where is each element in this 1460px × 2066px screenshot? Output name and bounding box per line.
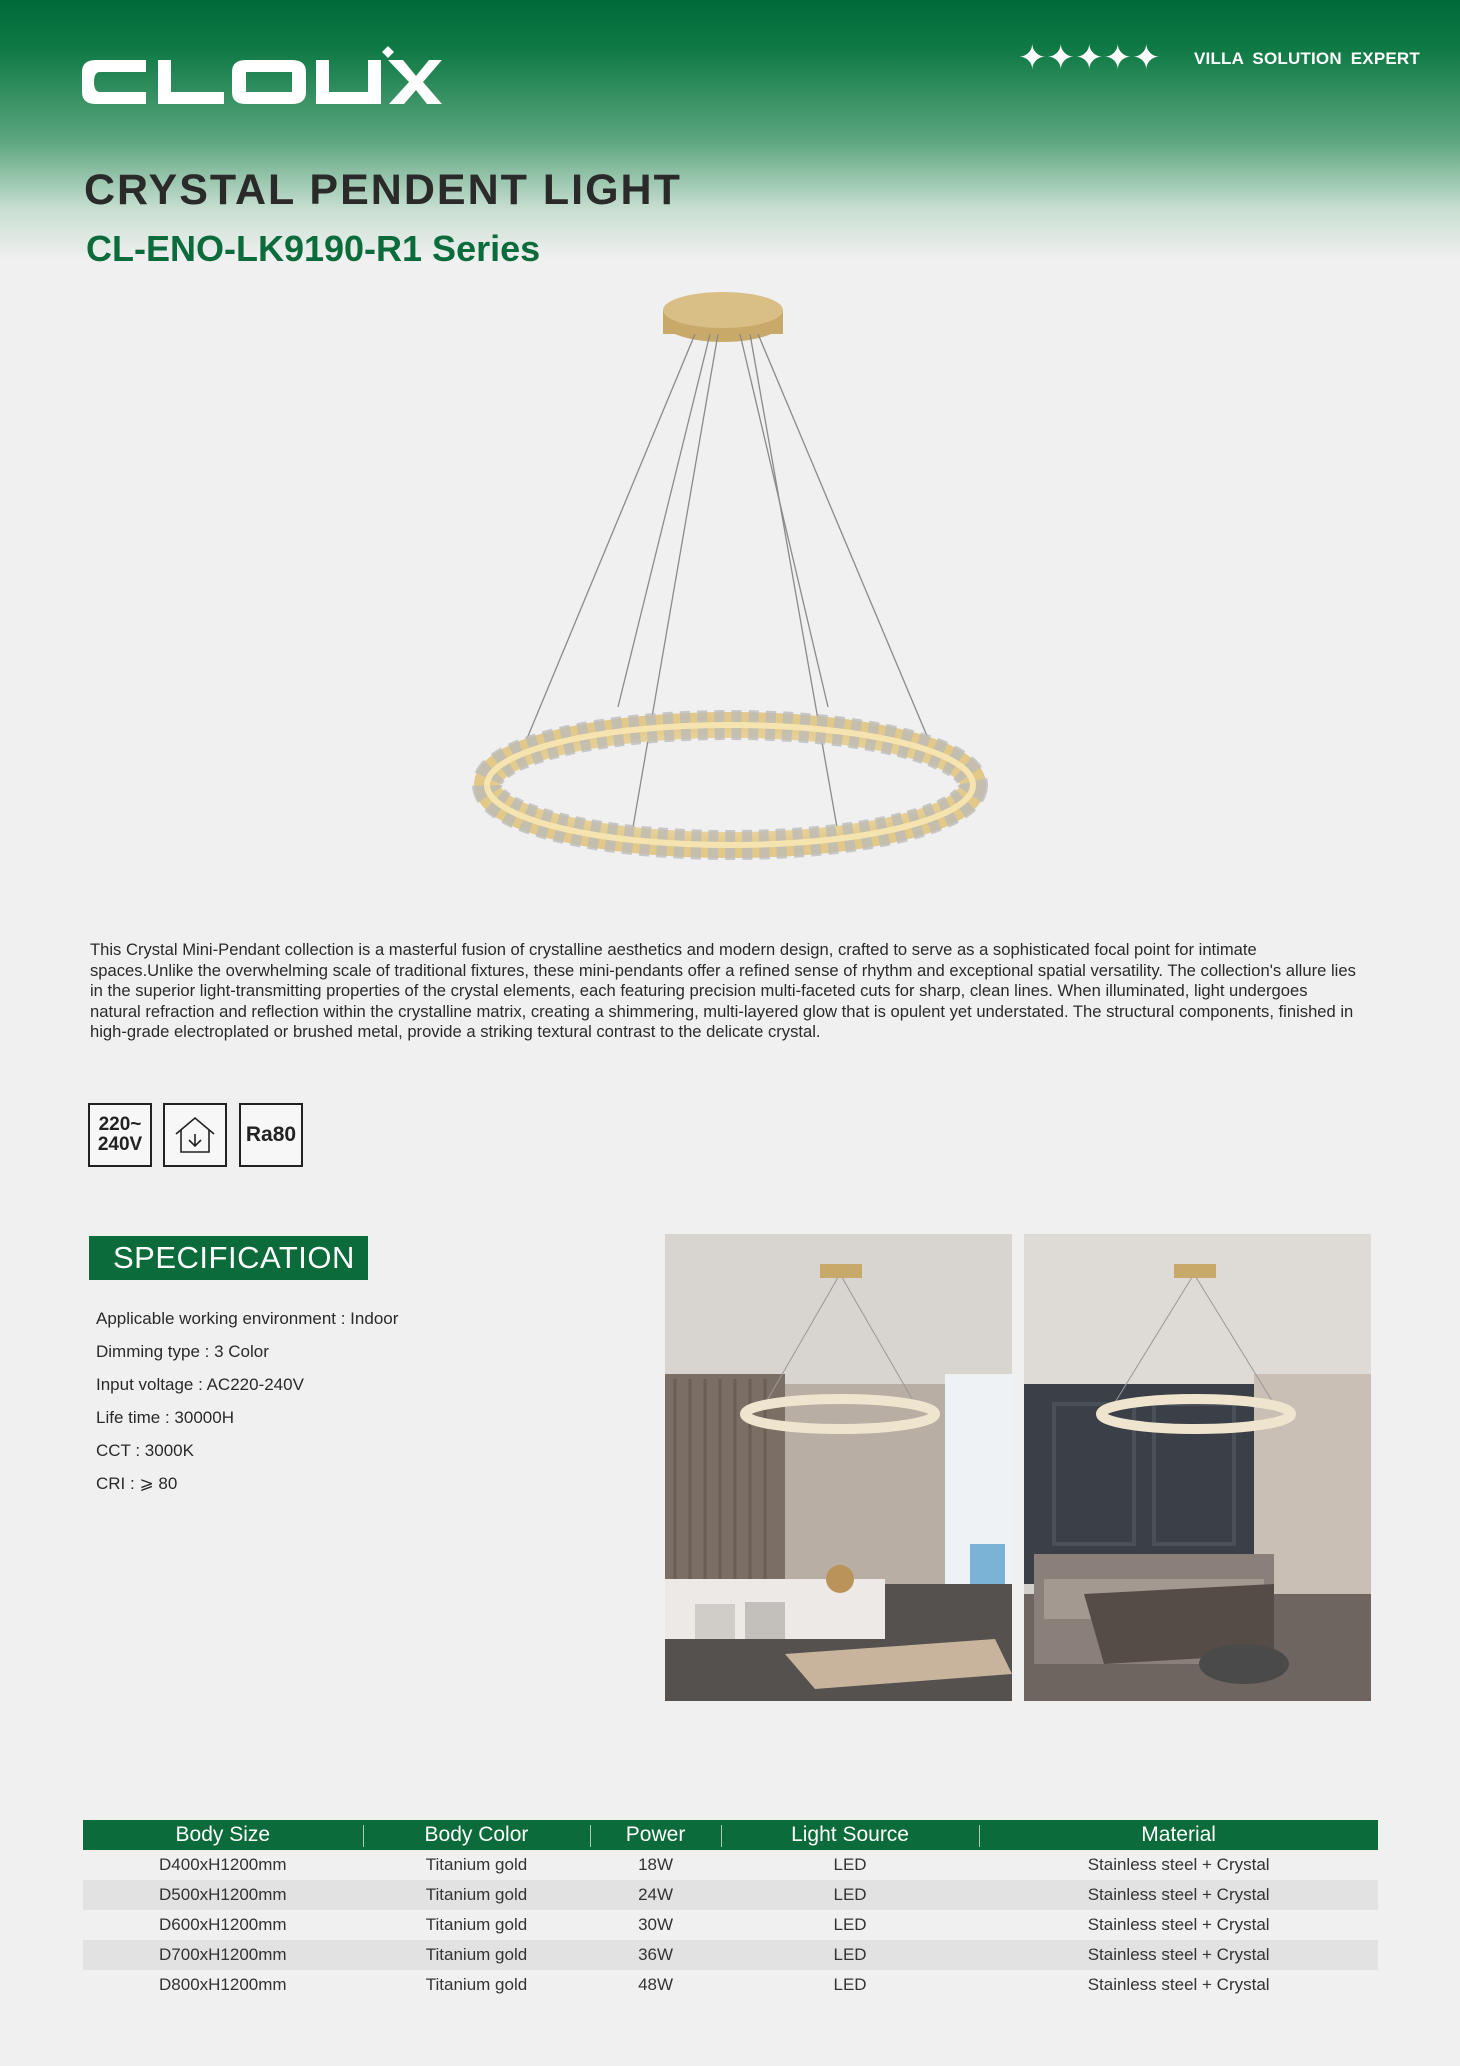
col-material: Material [979, 1820, 1378, 1850]
cell-material: Stainless steel + Crystal [979, 1880, 1378, 1910]
specification-heading: SPECIFICATION [89, 1236, 368, 1280]
cell-body-size: D700xH1200mm [83, 1940, 363, 1970]
spec-item: Dimming type : 3 Color [96, 1342, 269, 1361]
brand-logo [82, 42, 442, 108]
table-row [83, 1970, 1378, 2000]
cell-material: Stainless steel + Crystal [1087, 1855, 1270, 1874]
cell-body-size: D400xH1200mm [159, 1855, 287, 1874]
voltage-line-1: 220~ [98, 1114, 142, 1135]
model-table [83, 1820, 1378, 2000]
cell-body-size: D600xH1200mm [159, 1915, 287, 1934]
house-indoor-icon [163, 1103, 227, 1167]
header-band [0, 0, 1460, 260]
cell-body-color: Titanium gold [363, 1940, 591, 1970]
tagline: VILLA SOLUTION EXPERT [1194, 49, 1420, 68]
room-photo-bedroom-window [665, 1234, 1012, 1701]
cell-light-source: LED [833, 1915, 867, 1934]
cell-material: Stainless steel + Crystal [1087, 1975, 1270, 1994]
specification-list [96, 1302, 398, 1500]
table-row [83, 1850, 1378, 1880]
col-light-source: Light Source [721, 1820, 979, 1850]
product-description: This Crystal Mini-Pendant collection is a masterful fusion of crystalline aesthetics and modern design, crafted to serve as a sophisticated focal point for intimate spaces.Unlike the overwhelming scale of traditional fixtures, these mini-pendants offer a refined sense of rhythm and exceptional spatial versatility. The collection's allure lies in the superior light-transmitting properties of the crystal elements, each featuring precision multi-faceted cuts for sharp, clean lines. When illuminated, light undergoes natural refraction and reflection within the crystalline matrix, creating a shimmering, multi-layered glow that is opulent yet understated. The structural components, finished in high-grade electroplated or brushed metal, provide a striking textural contrast to the delicate crystal. [90, 940, 1356, 1041]
cell-material: Stainless steel + Crystal [1087, 1915, 1270, 1934]
cell-material: Stainless steel + Crystal [979, 1940, 1378, 1970]
spec-item: Life time : 30000H [96, 1408, 234, 1427]
product-image [470, 290, 990, 890]
cell-body-color: Titanium gold [363, 1880, 591, 1910]
voltage-badge [88, 1103, 152, 1167]
page-title: CRYSTAL PENDENT LIGHT [84, 166, 682, 214]
voltage-line-2: 240V [97, 1134, 143, 1155]
table-row [83, 1940, 1378, 1970]
spec-item: Applicable working environment : Indoor [96, 1309, 399, 1328]
cell-light-source: LED [833, 1975, 867, 1994]
cell-body-color: Titanium gold [425, 1855, 528, 1874]
spec-item: Input voltage : AC220-240V [96, 1375, 304, 1394]
cell-power: 48W [638, 1975, 674, 1994]
spec-item: CCT : 3000K [96, 1441, 194, 1460]
cell-body-color: Titanium gold [425, 1975, 528, 1994]
cell-power: 36W [590, 1940, 720, 1970]
cri-badge: Ra80 [239, 1103, 303, 1167]
table-row [83, 1880, 1378, 1910]
cell-power: 30W [638, 1915, 674, 1934]
cell-body-size: D800xH1200mm [159, 1975, 287, 1994]
room-photo-bedroom-dark [1024, 1234, 1371, 1701]
cell-body-color: Titanium gold [425, 1915, 528, 1934]
table-header-row [83, 1820, 1378, 1850]
series-subtitle: CL-ENO-LK9190-R1 Series [86, 228, 541, 269]
cell-light-source: LED [833, 1855, 867, 1874]
cell-body-size: D500xH1200mm [83, 1880, 363, 1910]
table-row [83, 1910, 1378, 1940]
col-body-size: Body Size [83, 1820, 363, 1850]
spec-item: CRI : ⩾ 80 [96, 1474, 178, 1493]
cell-light-source: LED [721, 1880, 979, 1910]
col-body-color: Body Color [363, 1820, 591, 1850]
rating-stars: ✦✦✦✦✦ [1018, 38, 1161, 78]
col-power: Power [590, 1820, 720, 1850]
cell-power: 18W [638, 1855, 674, 1874]
cell-light-source: LED [721, 1940, 979, 1970]
cell-power: 24W [590, 1880, 720, 1910]
